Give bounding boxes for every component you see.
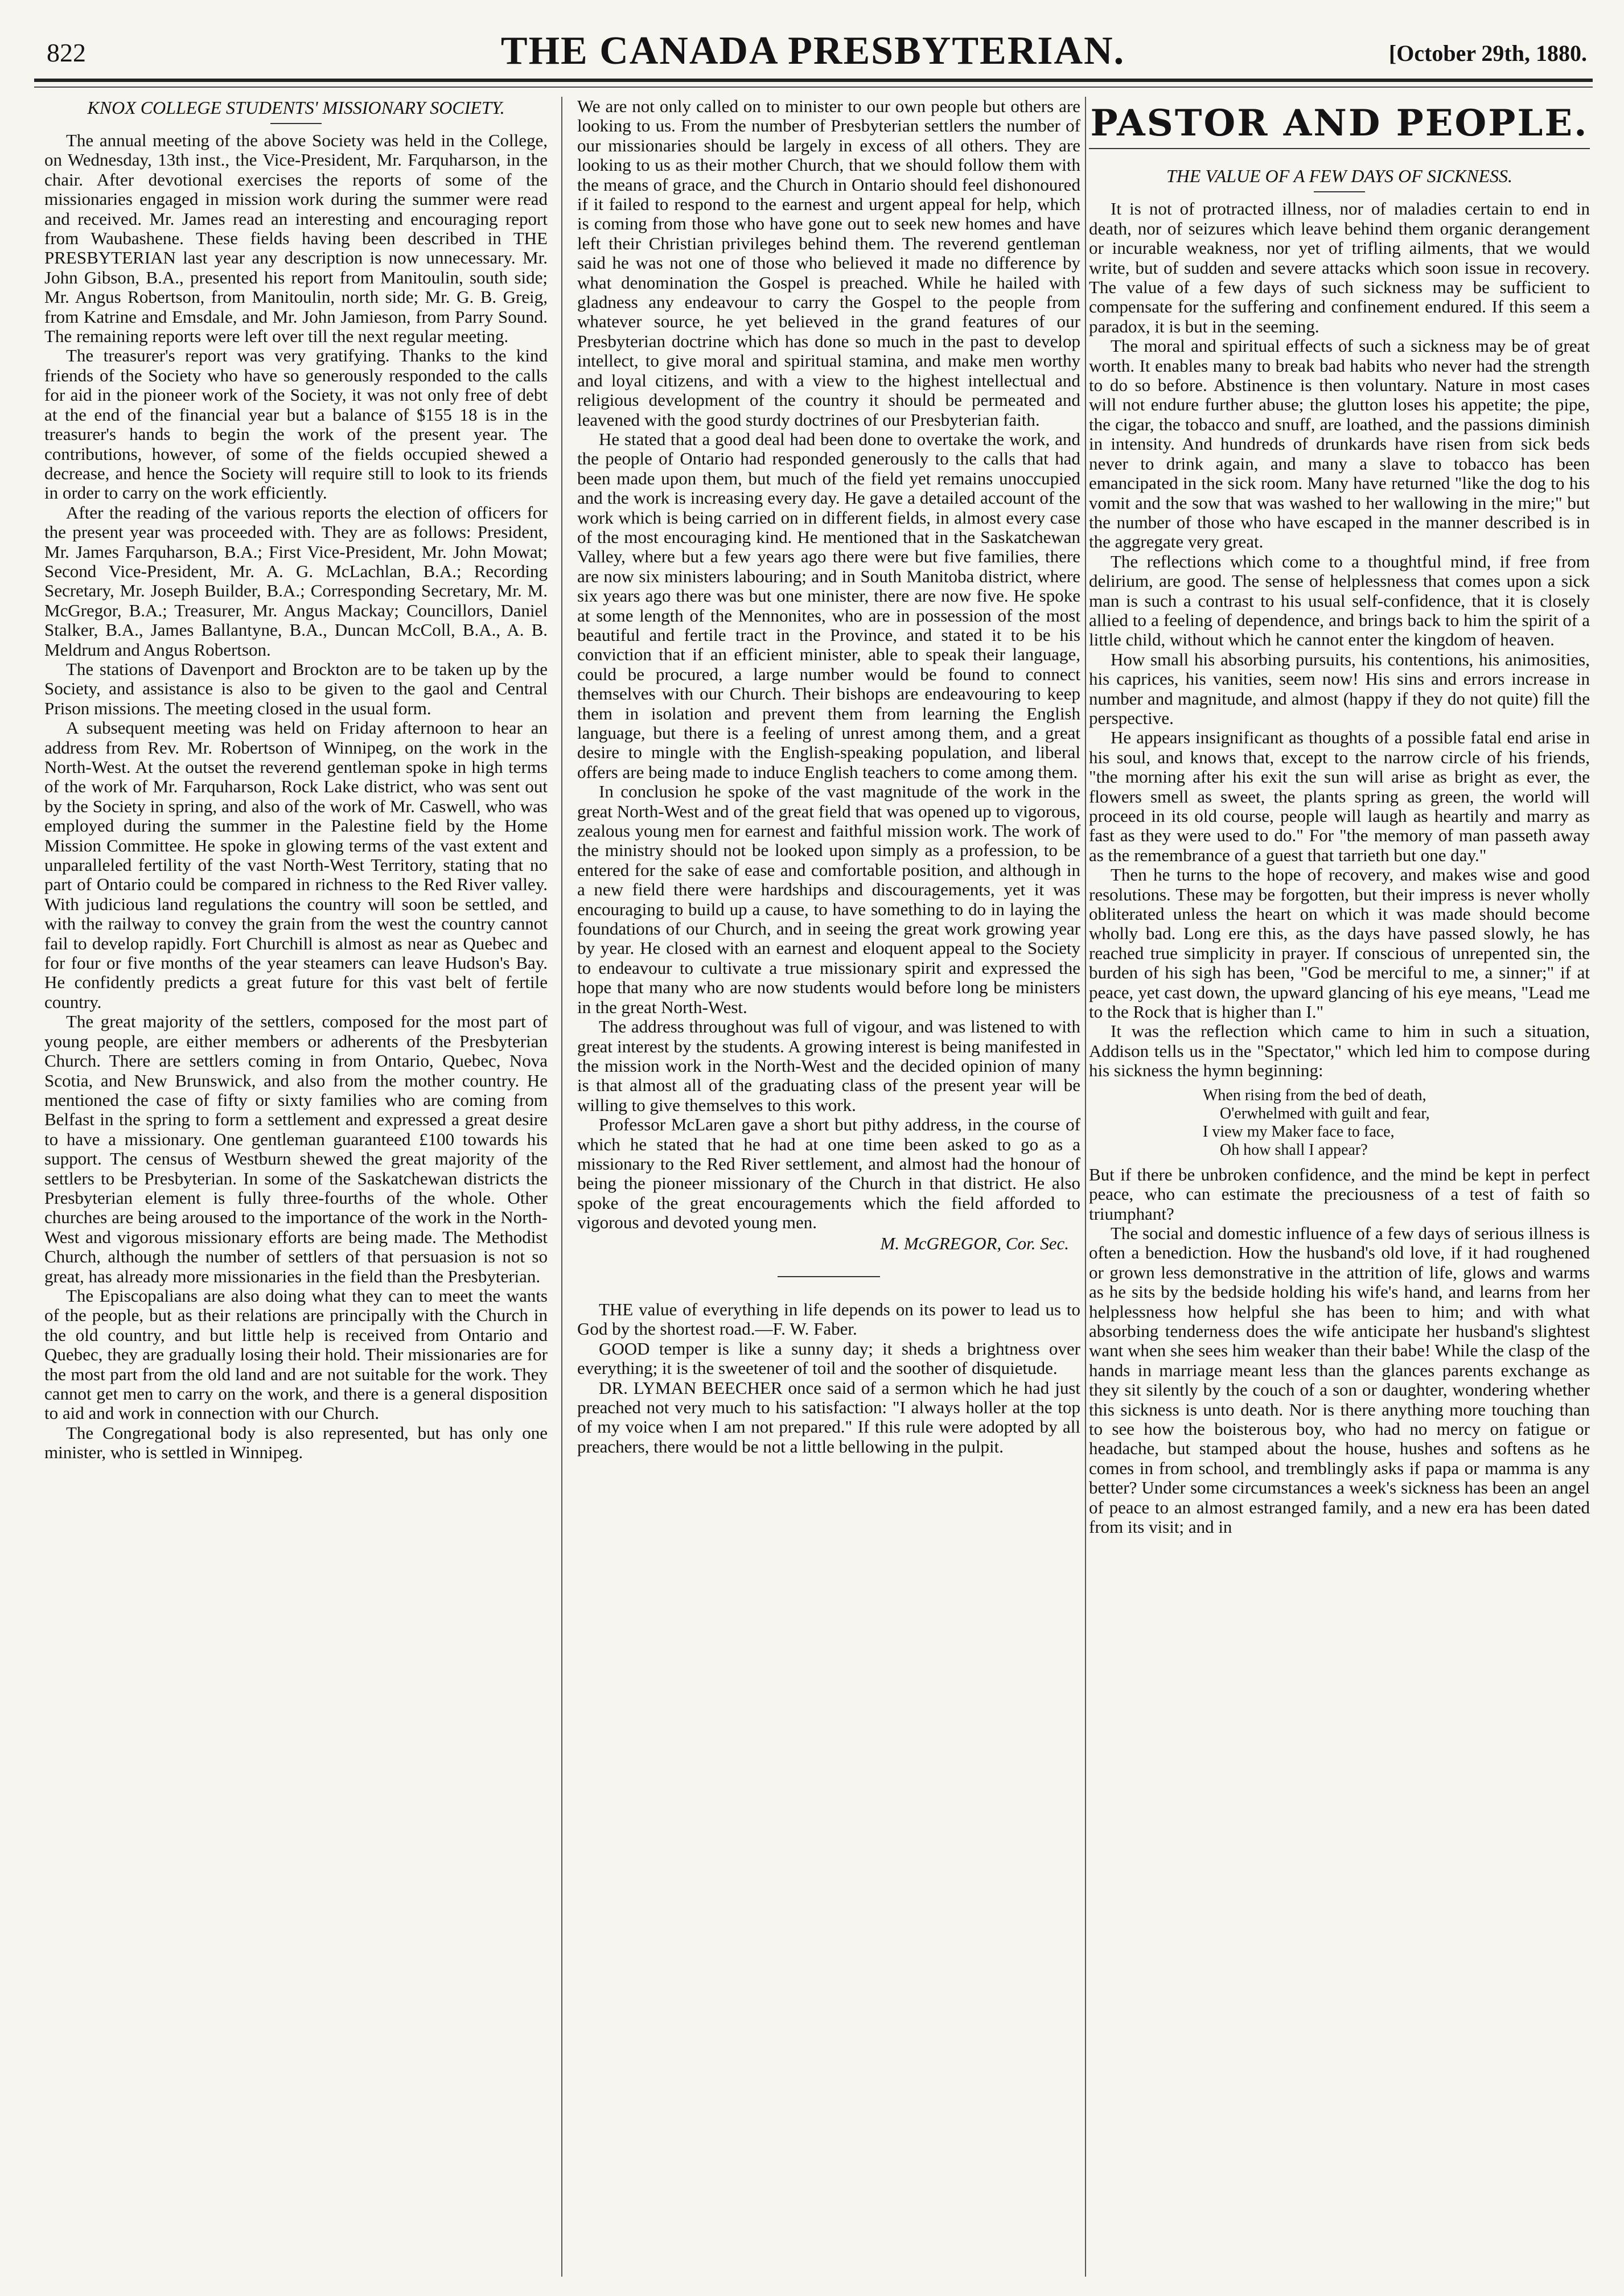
quote-paragraph: DR. LYMAN BEECHER once said of a sermon which he had just preached not very much to his satisfaction: "I always holler at the top of my voice when I am not prepared." If this rule were adopted by all preachers, there would be not a little bellowing in the pulpit. bbox=[577, 1377, 1080, 1456]
quote-paragraph: THE value of everything in life depends on its power to lead us to God by the shortest road.—F. W. Faber. bbox=[577, 1299, 1080, 1339]
paragraph: Then he turns to the hope of recovery, and makes wise and good resolutions. These may be forgotten, but their impress is never wholly obliterated unless the heart on which it was made should become wholly bad. Long ere this, as the days have passed slowly, he has reached true simplicity in prayer. If conscious of unrepented sin, the burden of his sigh has been, "God be merciful to me, a sinner;" if at peace, yet cast down, the upward glancing of his eye means, "Lead me to the Rock that is higher than I." bbox=[1089, 865, 1590, 1022]
quote-paragraph: GOOD temper is like a sunny day; it sheds a brightness over everything; it is the sweetener of toil and the soother of disquietude. bbox=[577, 1338, 1080, 1379]
separator-rule bbox=[778, 1276, 880, 1277]
paragraph: It was the reflection which came to him in such a situation, Addison tells us in the "Spectator," which led him to compose during his sickness the hymn beginning: bbox=[1089, 1021, 1590, 1081]
title-rule bbox=[270, 123, 322, 124]
page-number: 822 bbox=[47, 38, 86, 67]
paragraph: The reflections which come to a thoughtful mind, if free from delirium, are good. The sense of helplessness that comes upon a sick man is such a contrast to his usual self-confidence, that it is closely allied to a feeling of dependence, and brings back to him the spirit of a little child, without which he cannot enter the kingdom of heaven. bbox=[1089, 551, 1590, 650]
section-rule bbox=[1089, 148, 1590, 149]
paragraph: The treasurer's report was very gratifying. Thanks to the kind friends of the Society who have so generously responded to the calls for aid in the pioneer work of the Society, it was not only free of debt at the end of the financial year but a balance of $155 18 is in the treasurer's hands to begin the work of the present year. The contributions, however, of some of the fields occupied shewed a decrease, and hence the Society will require still to look to its friends in order to carry on the work efficiently. bbox=[44, 345, 548, 503]
paragraph: He appears insignificant as thoughts of a possible fatal end arise in his soul, and knows that, except to the narrow circle of his friends, "the morning after his exit the sun will arise as bright as ever, the flowers smell as sweet, the plants spring as green, the world will proceed in its old course, people will laugh as heartily and marry as fast as they were used to do." For "the memory of man passeth away as the remembrance of a guest that tarrieth but one day." bbox=[1089, 727, 1590, 865]
signature: M. McGREGOR, Cor. Sec. bbox=[880, 1233, 1069, 1253]
article-title: KNOX COLLEGE STUDENTS' MISSIONARY SOCIETY. bbox=[87, 97, 505, 118]
verse-line: I view my Maker face to face, bbox=[1203, 1122, 1395, 1141]
issue-date: [October 29th, 1880. bbox=[1388, 40, 1587, 66]
paragraph: How small his absorbing pursuits, his contentions, his animosities, his caprices, his vanities, seem now! His sins and errors increase in number and magnitude, and almost (happy if they do not quite) fill the perspective. bbox=[1089, 649, 1590, 728]
paragraph: The Episcopalians are also doing what they can to meet the wants of the people, but as their relations are principally with the Church in the old country, and but little help is received from Ontario and Quebec, they are gradually losing their hold. Their missionaries are for the most part from the old land and are not suitable for the work. They cannot get men to carry on the work, and there is a general disposition to aid and work in connection with our Church. bbox=[44, 1285, 548, 1423]
paragraph: The stations of Davenport and Brockton are to be taken up by the Society, and assistance is also to be given to the gaol and Central Prison missions. The meeting closed in the usual form. bbox=[44, 659, 548, 718]
title-rule bbox=[1314, 191, 1365, 192]
paragraph: The moral and spiritual effects of such a sickness may be of great worth. It enables many to break bad habits who never had the strength to do so before. Abstinence is then voluntary. Nature in most cases will not endure further abuse; the glutton loses his appetite; the pipe, the cigar, the tobacco and snuff, are loathed, and the passions diminish in intensity. And hundreds of drunkards have risen from sick beds never to drink again, and many a slave to tobacco has been emancipated in the sick room. Many have returned "like the dog to his vomit and the sow that was washed to her wallowing in the mire;" but the number of those who have escaped in the manner described is in the aggregate very great. bbox=[1089, 336, 1590, 552]
column-2 bbox=[577, 97, 1080, 2277]
verse-line: O'erwhelmed with guilt and fear, bbox=[1220, 1104, 1430, 1122]
hymn-verse bbox=[1089, 1087, 1590, 1159]
publication-title: THE CANADA PRESBYTERIAN. bbox=[500, 29, 1125, 73]
header-rule bbox=[34, 79, 1593, 82]
paragraph: The Congregational body is also represented, but has only one minister, who is settled in Winnipeg. bbox=[44, 1422, 548, 1463]
paragraph: A subsequent meeting was held on Friday afternoon to hear an address from Rev. Mr. Robertson of Winnipeg, on the work in the North-West. At the outset the reverend gentleman spoke in high terms of the work of Mr. Farquharson, Rock Lake district, who was sent out by the Society in spring, and also of the work of Mr. Caswell, who was employed during the summer in the Palestine field by the Home Mission Committee. He spoke in glowing terms of the vast extent and unparalleled fertility of the vast North-West Territory, stating that no part of Ontario could be compared in richness to the Red River valley. With judicious land regulations the country will soon be settled, and with the railway to convey the grain from the west the country cannot fail to develop rapidly. Fort Churchill is almost as near as Quebec and for four or five months of the year steamers can leave Hudson's Bay. He confidently predicts a great future for this vast belt of fertile country. bbox=[44, 718, 548, 1012]
paragraph: In conclusion he spoke of the vast magnitude of the work in the great North-West and of the great field that was opened up to vigorous, zealous young men for earnest and faithful mission work. The work of the ministry should not be looked upon simply as a profession, to be entered for the sake of ease and comfortable position, and although in a new field there were hardships and discouragements, yet it was encouraging to build up a cause, to have something to do in laying the foundations of our Church, and in seeing the great work growing year by year. He closed with an earnest and eloquent appeal to the Society to endeavour to cultivate a true missionary spirit and expressed the hope that many who are now students would before long be ministers in the great North-West. bbox=[577, 781, 1080, 1017]
paragraph: We are not only called on to minister to our own people but others are looking to us. From the number of Presbyterian settlers the number of our missionaries should be largely in excess of all others. They are looking to us as their mother Church, that we should follow them with the means of grace, and the Church in Ontario should feel dishonoured if it failed to respond to the earnest and urgent appeal for help, which is coming from those who have gone out to seek new homes and have left their Christian privileges behind them. The reverend gentleman said he was not one of those who believed it made no difference by what denomination the Gospel is preached. While he hailed with gladness any endeavour to carry the Gospel to the people from whatever source, he yet believed in the grand features of our Presbyterian doctrine which has done so much in the past to develop intellect, to give moral and spiritual stamina, and make men worthy and loyal citizens, and with a view to the highest intellectual and religious development of the country it should be permeated and leavened with the good sturdy doctrines of our Presbyterian faith. bbox=[577, 97, 1080, 430]
header-rule-thin bbox=[34, 87, 1593, 88]
column-1 bbox=[44, 97, 548, 2277]
paragraph: The great majority of the settlers, composed for the most part of young people, are either members or adherents of the Presbyterian Church. There are settlers coming in from Ontario, Quebec, Nova Scotia, and New Brunswick, and also from the mother country. He mentioned the case of fifty or sixty families who are coming from Belfast in the spring to form a settlement and expressed a great desire to have a missionary. One gentleman guaranteed £100 towards his support. The census of Westburn shewed the great majority of the settlers to be Presbyterian. In some of the Saskatchewan districts the Presbyterian element is fully three-fourths of the whole. Other churches are being aroused to the importance of the work in the North-West and vigorous missionary efforts are being made. The Methodist Church, although the number of settlers of that persuasion is not so great, has already more missionaries in the field than the Presbyterian. bbox=[44, 1011, 548, 1286]
verse-line: When rising from the bed of death, bbox=[1203, 1086, 1426, 1104]
section-heading: PASTOR AND PEOPLE. bbox=[1090, 102, 1589, 145]
column-divider bbox=[1085, 97, 1086, 2277]
column-3 bbox=[1089, 97, 1590, 2277]
column-divider bbox=[561, 97, 562, 2277]
paragraph: Professor McLaren gave a short but pithy address, in the course of which he stated that he had at one time been asked to go as a missionary to the Red River settlement, and almost had the honour of being the pioneer missionary of the Church in that district. He also spoke of the great encouragements which the field afforded to vigorous and devoted young men. bbox=[577, 1114, 1080, 1233]
page-header bbox=[33, 20, 1593, 77]
paragraph: It is not of protracted illness, nor of maladies certain to end in death, nor of seizures which leave behind them organic derangement or incurable weakness, nor yet of trifling ailments, that we would write, but of sudden and severe attacks which soon issue in recovery. The value of a few days of such sickness may be sufficient to compensate for the suffering and confinement endured. If this seem a paradox, it is but in the seeming. bbox=[1089, 199, 1590, 336]
paragraph: But if there be unbroken confidence, and the mind be kept in perfect peace, who can estimate the preciousness of a test of faith so triumphant? bbox=[1089, 1164, 1590, 1224]
verse-line: Oh how shall I appear? bbox=[1220, 1141, 1368, 1159]
paragraph: The social and domestic influence of a few days of serious illness is often a benediction. How the husband's old love, if it had roughened or grown less demonstrative in the attrition of life, glows and warms as he sits by the bedside holding his wife's hand, and learns from her helplessness how helpful she has been to him; and with what absorbing tenderness does the wife anticipate her husband's slightest want when she sees him weaker than their babe! While the clasp of the hands in marriage meant less than the glances parents exchange as they sit silently by the couch of a son or daughter, wondering whether this sickness is unto death. Nor is there anything more touching than to see how the boisterous boy, who had no mercy on fatigue or headache, but stamped about the house, hushes and softens as he comes in from school, and tremblingly asks if papa or mamma is any better? Under some circumstances a week's sickness has been an angel of peace to an almost estranged family, and a new era has been dated from its visit; and in bbox=[1089, 1223, 1590, 1537]
article-title: THE VALUE OF A FEW DAYS OF SICKNESS. bbox=[1166, 166, 1512, 187]
paragraph: After the reading of the various reports the election of officers for the present year was proceeded with. They are as follows: President, Mr. James Farquharson, B.A.; First Vice-President, Mr. John Mowat; Second Vice-President, Mr. A. G. McLachlan, B.A.; Recording Secretary, Mr. Joseph Builder, B.A.; Corresponding Secretary, Mr. M. McGregor, B.A.; Treasurer, Mr. Angus Mackay; Councillors, Daniel Stalker, B.A., James Ballantyne, B.A., Duncan McColl, B.A., A. B. Meldrum and Angus Robertson. bbox=[44, 502, 548, 660]
paragraph: He stated that a good deal had been done to overtake the work, and the people of Ontario had responded generously to the calls that had been made upon them, but much of the field yet remains unoccupied and the work is increasing every day. He gave a detailed account of the work which is being carried on in different fields, in almost every case of the most encouraging kind. He mentioned that in the Saskatchewan Valley, where but a few years ago there were but five families, there are now six ministers labouring; and in South Manitoba district, where six years ago there was but one minister, there are now five. He spoke at some length of the Mennonites, who are in possession of the most beautiful and fertile tract in the Province, and stated it to be his conviction that if an efficient minister, able to speak their language, could be procured, a large number would be found to connect themselves with our Church. Their bishops are endeavouring to keep them in isolation and prevent them from learning the English language, but there is a feeling of unrest among them, and a great desire to mingle with the English-speaking population, and liberal offers are being made to induce English teachers to come among them. bbox=[577, 429, 1080, 782]
paragraph: The address throughout was full of vigour, and was listened to with great interest by the students. A growing interest is being manifested in the mission work in the North-West and the decided opinion of many is that almost all of the graduating class of the present year will be willing to give themselves to this work. bbox=[577, 1017, 1080, 1115]
paragraph: The annual meeting of the above Society was held in the College, on Wednesday, 13th inst., the Vice-President, Mr. Farquharson, in the chair. After devotional exercises the reports of some of the missionaries engaged in mission work during the summer were read and received. Mr. James read an interesting and encouraging report from Waubashene. These fields having been described in THE PRESBYTERIAN last year any description is now unnecessary. Mr. John Gibson, B.A., presented his report from Manitoulin, south side; Mr. Angus Robertson, from Manitoulin, north side; Mr. G. B. Greig, from Katrine and Emsdale, and Mr. John Jamieson, from Parry Sound. The remaining reports were left over till the next regular meeting. bbox=[44, 130, 548, 347]
